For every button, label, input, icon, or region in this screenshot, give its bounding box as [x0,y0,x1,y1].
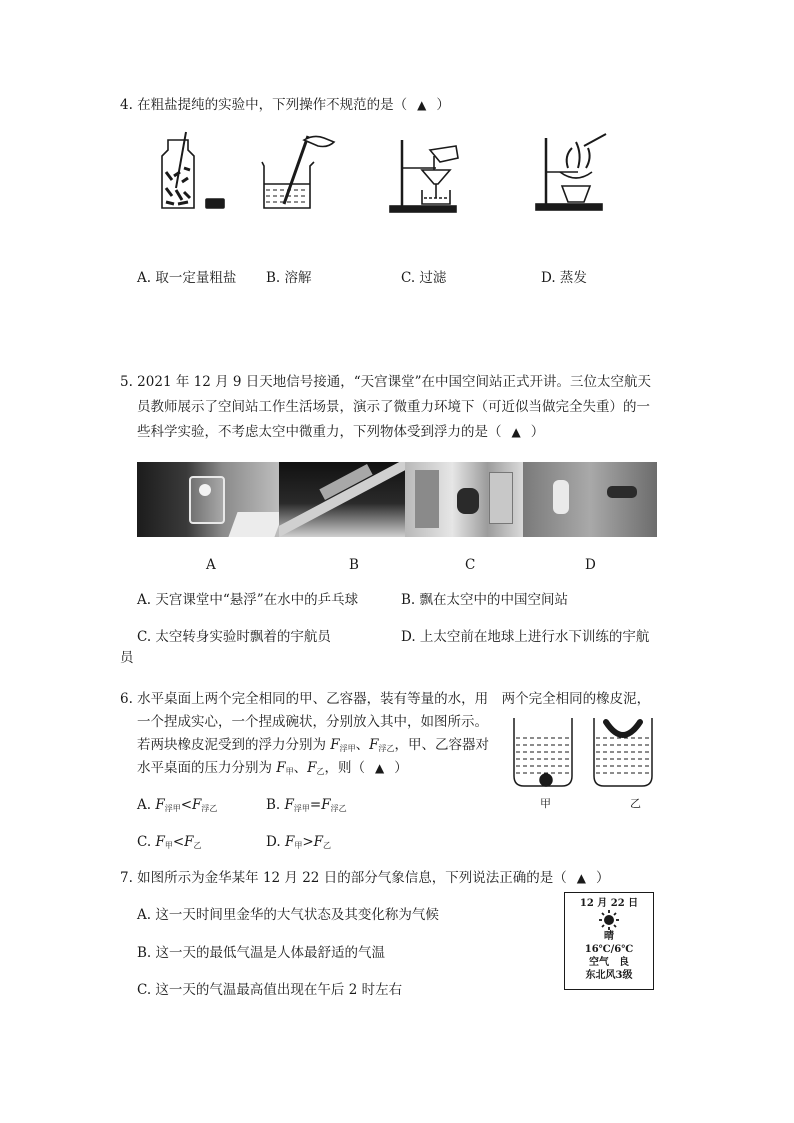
container-label-yi: 乙 [630,797,641,810]
q7-stem: 7. 如图所示为金华某年 12 月 22 日的部分气象信息，下列说法正确的是（ ▲ ） [120,870,610,886]
container-jia [514,718,572,786]
q7-option-a[interactable]: A. 这一天时间里金华的大气状态及其变化称为气候 [137,907,439,923]
q5-photo-strip [137,462,657,537]
photo-c-astronaut-turning [405,462,523,537]
q7-option-c[interactable]: C. 这一天的气温最高值出现在午后 2 时左右 [137,982,403,998]
q4-apparatus-figures [158,128,618,216]
q5-option-a[interactable]: A. 天宫课堂中“悬浮”在水中的乒乓球 [137,592,359,608]
q5-stem-line2: 员教师展示了空间站工作生活场景，演示了微重力环境下（可近似当做完全失重）的一 [137,399,650,415]
q6-stem-line3: 若两块橡皮泥受到的浮力分别为 $F_{浮甲}$、$F_{浮乙}$，甲、乙容器对 [137,737,490,753]
answer-mark: ▲ [417,98,427,112]
q4-option-c[interactable]: C. 过滤 [401,270,447,286]
dissolve-beaker-figure [262,136,334,208]
q6-stem-line2: 一个捏成实心，一个捏成碗状，分别放入其中，如图所示。 [137,714,488,730]
q5-option-c[interactable]: C. 太空转身实验时飘着的宇航员 [137,629,331,645]
q5-stem-line3: 些科学实验，不考虑太空中微重力，下列物体受到浮力的是（ ▲ ） [137,424,545,440]
q4-option-d[interactable]: D. 蒸发 [541,270,587,286]
weather-wind: 东北风3级 [585,970,633,981]
evaporation-figure [536,134,606,210]
q5-photo-label-a: A [206,557,216,573]
answer-mark: ▲ [511,425,521,439]
sun-icon [565,910,653,930]
q5-option-d[interactable]: D. 上太空前在地球上进行水下训练的宇航 [401,629,650,645]
q7-option-b[interactable]: B. 这一天的最低气温是人体最舒适的气温 [137,945,386,961]
answer-mark: ▲ [576,871,586,885]
q6-option-b[interactable]: B. $F_{浮甲}=F_{浮乙}$ [266,797,347,813]
photo-b-space-station [279,462,405,537]
q6-option-a[interactable]: A. $F_{浮甲}<F_{浮乙}$ [137,797,218,813]
q5-option-b[interactable]: B. 飘在太空中的中国空间站 [401,592,569,608]
q5-photo-label-c: C [465,557,476,573]
q5-option-d-wrap: 员 [120,650,134,666]
q5-stem-line1: 5. 2021 年 12 月 9 日天地信号接通，“天宫课堂”在中国空间站正式开讲。三位太空航天 [120,374,652,390]
q4-stem: 4. 在粗盐提纯的实验中，下列操作不规范的是（ ▲ ） [120,97,450,113]
q4-option-b[interactable]: B. 溶解 [266,270,312,286]
q5-photo-label-b: B [349,557,359,573]
filtration-figure [390,140,458,212]
q6-option-d[interactable]: D. $F_甲>F_乙$ [266,834,331,850]
q6-containers-figure [508,712,658,790]
photo-d-underwater-training [523,462,657,537]
weather-card [564,892,654,990]
weather-temperature: 16℃/6℃ [584,944,634,955]
answer-mark: ▲ [375,761,385,775]
q6-stem-line4: 水平桌面的压力分别为 $F_甲$、$F_乙$，则（ ▲ ） [137,760,408,776]
container-yi [594,718,652,786]
container-label-jia: 甲 [540,797,551,810]
weather-date: 12 月 22 日 [579,898,639,909]
q4-option-a[interactable]: A. 取一定量粗盐 [137,270,237,286]
q6-stem-line1: 6. 水平桌面上两个完全相同的甲、乙容器，装有等量的水，用 两个完全相同的橡皮泥， [120,691,651,707]
salt-jar-figure [162,132,224,208]
weather-condition: 晴 [604,931,614,942]
q6-option-c[interactable]: C. $F_甲<F_乙$ [137,834,202,850]
weather-air-quality: 空气 良 [589,957,629,968]
q5-photo-label-d: D [585,557,596,573]
photo-a-ping-pong-in-water [137,462,279,537]
